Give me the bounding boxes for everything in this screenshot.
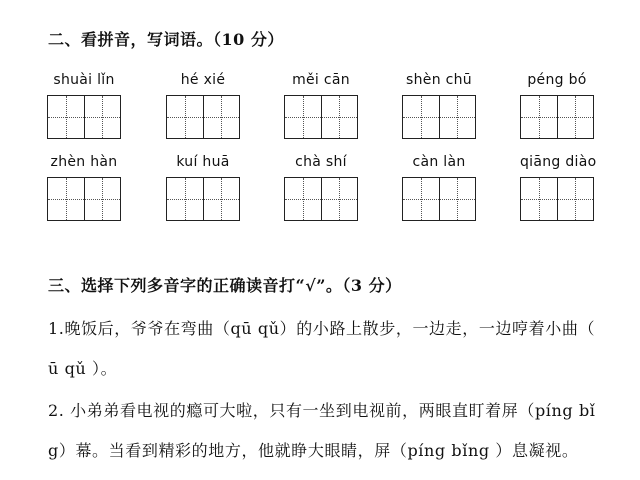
writing-grid[interactable] xyxy=(520,177,594,221)
writing-grid[interactable] xyxy=(166,177,240,221)
pinyin-item xyxy=(47,71,121,139)
pinyin-label: shuài lǐn xyxy=(53,72,115,88)
pinyin-label: càn làn xyxy=(412,154,466,170)
writing-grid[interactable] xyxy=(47,95,121,139)
pinyin-label: péng bó xyxy=(527,72,587,88)
pinyin-label: kuí huā xyxy=(176,154,230,170)
writing-grid[interactable] xyxy=(284,177,358,221)
writing-grid[interactable] xyxy=(402,177,476,221)
writing-grid[interactable] xyxy=(166,95,240,139)
pinyin-item xyxy=(47,153,121,221)
pinyin-label: zhèn hàn xyxy=(50,154,118,170)
writing-grid[interactable] xyxy=(47,177,121,221)
pinyin-label: shèn chū xyxy=(406,72,472,88)
pinyin-item xyxy=(166,71,240,139)
pinyin-item xyxy=(520,153,597,221)
pinyin-item xyxy=(402,153,476,221)
pinyin-label: měi cān xyxy=(292,72,350,88)
question-2-line-2: g）幕。当看到精彩的地方，他就睁大眼睛，屏（píng bǐng ）息凝视。 xyxy=(48,441,579,460)
question-2-line-1: 2. 小弟弟看电视的瘾可大啦，只有一坐到电视前，两眼直盯着屏（píng bǐ xyxy=(48,401,596,420)
pinyin-item xyxy=(284,71,358,139)
pinyin-item xyxy=(166,153,240,221)
pinyin-item xyxy=(402,71,476,139)
writing-grid[interactable] xyxy=(402,95,476,139)
pinyin-label: chà shí xyxy=(295,154,347,170)
pinyin-label: qiāng diào xyxy=(520,154,597,170)
section-2-title: 二、看拼音，写词语。（10 分） xyxy=(48,30,284,49)
pinyin-item xyxy=(284,153,358,221)
writing-grid[interactable] xyxy=(284,95,358,139)
question-1-line-1: 1.晚饭后，爷爷在弯曲（qū qǔ）的小路上散步，一边走，一边哼着小曲（ xyxy=(48,319,596,338)
writing-grid[interactable] xyxy=(520,95,594,139)
pinyin-item xyxy=(520,71,594,139)
section-3-title: 三、选择下列多音字的正确读音打“√”。（3 分） xyxy=(48,276,402,295)
question-1-line-2: ū qǔ ）。 xyxy=(48,359,118,378)
pinyin-label: hé xié xyxy=(180,72,226,88)
